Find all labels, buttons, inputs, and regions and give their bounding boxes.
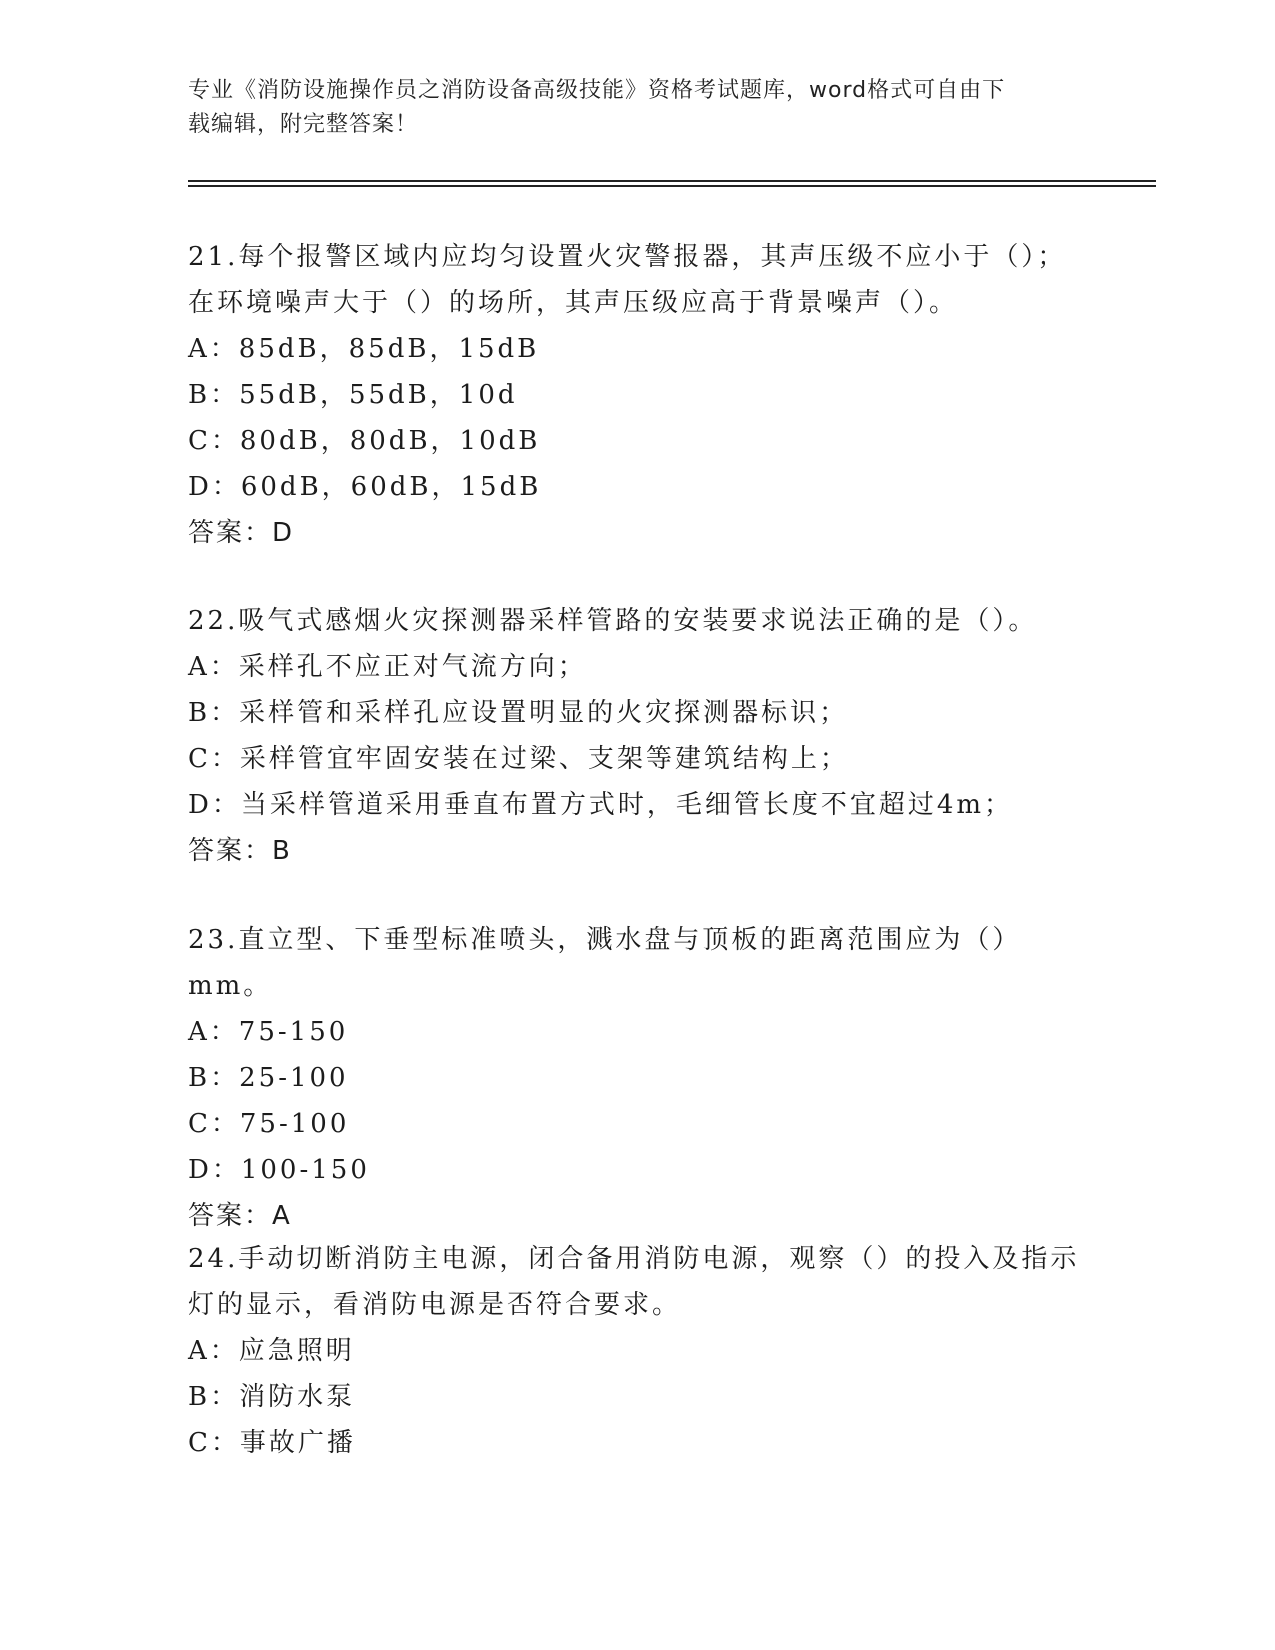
option-b: B：55dB，55dB，10d — [188, 380, 518, 410]
question-21 — [188, 234, 1088, 556]
document-header — [188, 74, 1088, 142]
option-b: B：25-100 — [188, 1063, 349, 1093]
question-23 — [188, 917, 1088, 1239]
option-d: D：60dB，60dB，15dB — [188, 472, 542, 502]
option-c: C：采样管宜牢固安装在过梁、支架等建筑结构上； — [188, 744, 849, 774]
option-d: D：100-150 — [188, 1155, 370, 1185]
option-a: A：85dB，85dB，15dB — [188, 334, 540, 364]
question-stem-line: 在环境噪声大于（）的场所，其声压级应高于背景噪声（）。 — [188, 288, 959, 318]
option-b: B：消防水泵 — [188, 1382, 356, 1412]
header-line-2: 载编辑，附完整答案！ — [188, 112, 419, 137]
option-a: A：75-150 — [188, 1017, 349, 1047]
question-stem-line: 灯的显示，看消防电源是否符合要求。 — [188, 1290, 682, 1320]
question-stem-line: 22.吸气式感烟火灾探测器采样管路的安装要求说法正确的是（）。 — [188, 606, 1038, 636]
option-a: A：采样孔不应正对气流方向； — [188, 652, 587, 682]
question-stem-line: 21.每个报警区域内应均匀设置火灾警报器，其声压级不应小于（）； — [188, 242, 1067, 272]
header-divider-top — [188, 180, 1156, 182]
question-stem-line: 24.手动切断消防主电源，闭合备用消防电源，观察（）的投入及指示 — [188, 1244, 1080, 1274]
question-24 — [188, 1236, 1088, 1466]
option-d: D：当采样管道采用垂直布置方式时，毛细管长度不宜超过4m； — [188, 790, 1014, 820]
header-divider-bottom — [188, 185, 1156, 187]
option-c: C：75-100 — [188, 1109, 350, 1139]
answer: 答案：D — [188, 518, 295, 548]
answer: 答案：B — [188, 836, 292, 866]
question-stem-line: 23.直立型、下垂型标准喷头，溅水盘与顶板的距离范围应为（）mm。 — [188, 925, 1022, 1001]
header-line-1: 专业《消防设施操作员之消防设备高级技能》资格考试题库，word格式可自由下 — [188, 78, 1006, 103]
option-c: C：80dB，80dB，10dB — [188, 426, 541, 456]
option-a: A：应急照明 — [188, 1336, 355, 1366]
option-c: C：事故广播 — [188, 1428, 356, 1458]
option-b: B：采样管和采样孔应设置明显的火灾探测器标识； — [188, 698, 849, 728]
answer: 答案：A — [188, 1201, 292, 1231]
question-22 — [188, 598, 1088, 874]
